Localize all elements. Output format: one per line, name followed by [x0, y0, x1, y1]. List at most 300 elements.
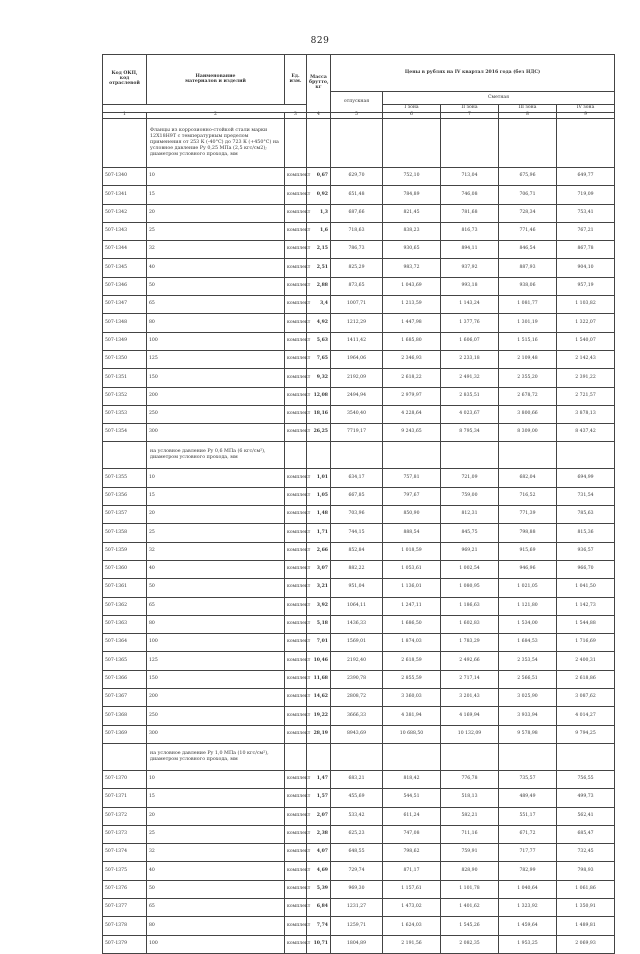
price-zone-4-cell: 785,63 — [557, 506, 615, 524]
price-zone-3-cell: 1 021,05 — [499, 579, 557, 597]
mass-cell: 0,67 — [307, 168, 331, 186]
price-zone-1-cell: 871,17 — [383, 862, 441, 880]
price-zone-2-cell: 1 002,54 — [441, 560, 499, 578]
price-zone-4-cell: 957,19 — [557, 277, 615, 295]
price-opt-cell: 3666,33 — [331, 707, 383, 725]
price-zone-2-cell: 1 401,62 — [441, 898, 499, 916]
mass-cell: 1,01 — [307, 469, 331, 487]
unit-cell: комплект — [285, 652, 307, 670]
mass-cell: 3,21 — [307, 579, 331, 597]
price-opt-cell: 718,63 — [331, 222, 383, 240]
okp-code-cell: 507-1360 — [103, 560, 147, 578]
price-zone-3-cell: 9 578,98 — [499, 725, 557, 743]
price-zone-4-cell: 4 014,27 — [557, 707, 615, 725]
price-zone-3-cell: 717,77 — [499, 844, 557, 862]
price-zone-3-cell: 2 353,54 — [499, 652, 557, 670]
price-opt-cell: 1231,27 — [331, 898, 383, 916]
table-row — [103, 917, 615, 935]
mass-cell: 26,25 — [307, 424, 331, 442]
mass-cell: 2,38 — [307, 825, 331, 843]
price-zone-2-cell: 993,18 — [441, 277, 499, 295]
price-zone-1-cell: 1 213,59 — [383, 296, 441, 314]
unit-cell: комплект — [285, 898, 307, 916]
mass-cell: 2,66 — [307, 542, 331, 560]
unit-cell: комплект — [285, 807, 307, 825]
price-zone-3-cell: 782,99 — [499, 862, 557, 880]
diameter-cell: 125 — [147, 350, 285, 368]
price-opt-cell: 3540,40 — [331, 405, 383, 423]
mass-cell: 3,4 — [307, 296, 331, 314]
okp-code-cell: 507-1376 — [103, 880, 147, 898]
okp-code-cell: 507-1371 — [103, 789, 147, 807]
diameter-cell: 65 — [147, 597, 285, 615]
section-header-row — [103, 119, 615, 168]
price-zone-4-cell: 1 322,07 — [557, 314, 615, 332]
table-row — [103, 898, 615, 916]
price-opt-cell: 1212,29 — [331, 314, 383, 332]
diameter-cell: 80 — [147, 615, 285, 633]
price-zone-4-cell: 731,54 — [557, 487, 615, 505]
table-row — [103, 259, 615, 277]
okp-code-cell: 507-1362 — [103, 597, 147, 615]
section-empty-cell — [557, 442, 615, 469]
price-zone-2-cell: 1 545,26 — [441, 917, 499, 935]
okp-code-cell: 507-1369 — [103, 725, 147, 743]
unit-cell: комплект — [285, 487, 307, 505]
diameter-cell: 150 — [147, 369, 285, 387]
col-num-1: 1 — [103, 113, 147, 119]
price-zone-3-cell: 706,71 — [499, 186, 557, 204]
price-zone-4-cell: 3 878,13 — [557, 405, 615, 423]
header-zone-4: IV зона — [557, 105, 615, 113]
unit-cell: комплект — [285, 560, 307, 578]
diameter-cell: 10 — [147, 770, 285, 788]
okp-code-cell: 507-1366 — [103, 670, 147, 688]
unit-cell: комплект — [285, 469, 307, 487]
section-header-row — [103, 442, 615, 469]
diameter-cell: 80 — [147, 314, 285, 332]
price-zone-4-cell: 815,36 — [557, 524, 615, 542]
table-row — [103, 652, 615, 670]
okp-code-cell: 507-1345 — [103, 259, 147, 277]
price-zone-1-cell: 1 874,03 — [383, 634, 441, 652]
price-zone-2-cell: 816,73 — [441, 222, 499, 240]
table-row — [103, 186, 615, 204]
price-zone-3-cell: 1 459,64 — [499, 917, 557, 935]
price-zone-4-cell: 767,21 — [557, 222, 615, 240]
price-zone-3-cell: 682,04 — [499, 469, 557, 487]
okp-code-cell: 507-1373 — [103, 825, 147, 843]
price-zone-2-cell: 845,75 — [441, 524, 499, 542]
price-zone-2-cell: 781,68 — [441, 204, 499, 222]
okp-code-cell: 507-1378 — [103, 917, 147, 935]
diameter-cell: 15 — [147, 186, 285, 204]
table-row — [103, 405, 615, 423]
okp-code-cell: 507-1364 — [103, 634, 147, 652]
okp-code-cell: 507-1344 — [103, 241, 147, 259]
table-row — [103, 579, 615, 597]
diameter-cell: 25 — [147, 524, 285, 542]
price-zone-2-cell: 746,08 — [441, 186, 499, 204]
unit-cell: комплект — [285, 296, 307, 314]
section-code-cell — [103, 442, 147, 469]
diameter-cell: 125 — [147, 652, 285, 670]
table-row — [103, 332, 615, 350]
diameter-cell: 32 — [147, 542, 285, 560]
col-num-8: 8 — [499, 113, 557, 119]
section-empty-cell — [383, 442, 441, 469]
price-zone-2-cell: 828,90 — [441, 862, 499, 880]
mass-cell: 1,05 — [307, 487, 331, 505]
mass-cell: 2,07 — [307, 807, 331, 825]
price-zone-4-cell: 2 142,43 — [557, 350, 615, 368]
okp-code-cell: 507-1347 — [103, 296, 147, 314]
header-name: Наименование материалов и изделий — [147, 55, 285, 105]
price-zone-4-cell: 8 437,42 — [557, 424, 615, 442]
price-zone-4-cell: 1 350,91 — [557, 898, 615, 916]
mass-cell: 10,46 — [307, 652, 331, 670]
unit-cell: комплект — [285, 241, 307, 259]
price-zone-2-cell: 937,92 — [441, 259, 499, 277]
price-zone-1-cell: 544,51 — [383, 789, 441, 807]
col-num-9: 9 — [557, 113, 615, 119]
price-opt-cell: 1064,11 — [331, 597, 383, 615]
diameter-cell: 100 — [147, 634, 285, 652]
unit-cell: комплект — [285, 506, 307, 524]
okp-code-cell: 507-1352 — [103, 387, 147, 405]
unit-cell: комплект — [285, 277, 307, 295]
section-code-cell — [103, 119, 147, 168]
section-empty-cell — [499, 119, 557, 168]
price-opt-cell: 2390,78 — [331, 670, 383, 688]
price-zone-2-cell: 812,31 — [441, 506, 499, 524]
price-zone-1-cell: 2 618,22 — [383, 369, 441, 387]
mass-cell: 5,63 — [307, 332, 331, 350]
table-row — [103, 296, 615, 314]
price-zone-2-cell: 2 491,32 — [441, 369, 499, 387]
mass-cell: 6,84 — [307, 898, 331, 916]
table-row — [103, 825, 615, 843]
col-num-6: 6 — [383, 113, 441, 119]
table-row — [103, 707, 615, 725]
diameter-cell: 65 — [147, 296, 285, 314]
price-zone-2-cell: 711,16 — [441, 825, 499, 843]
header-zone-2: II зона — [441, 105, 499, 113]
unit-cell: комплект — [285, 350, 307, 368]
price-opt-cell: 687,66 — [331, 204, 383, 222]
unit-cell: комплект — [285, 424, 307, 442]
section-empty-cell — [557, 743, 615, 770]
price-opt-cell: 1569,01 — [331, 634, 383, 652]
price-zone-4-cell: 719,09 — [557, 186, 615, 204]
price-zone-1-cell: 1 157,61 — [383, 880, 441, 898]
table-row — [103, 935, 615, 953]
section-empty-cell — [499, 743, 557, 770]
price-zone-3-cell: 1 684,53 — [499, 634, 557, 652]
unit-cell: комплект — [285, 597, 307, 615]
diameter-cell: 100 — [147, 332, 285, 350]
unit-cell: комплект — [285, 222, 307, 240]
price-zone-2-cell: 894,11 — [441, 241, 499, 259]
price-zone-2-cell: 1 186,63 — [441, 597, 499, 615]
unit-cell: комплект — [285, 579, 307, 597]
price-zone-4-cell: 685,47 — [557, 825, 615, 843]
col-num-4: 4 — [307, 113, 331, 119]
price-zone-1-cell: 1 473,02 — [383, 898, 441, 916]
price-table — [102, 54, 615, 954]
diameter-cell: 10 — [147, 168, 285, 186]
diameter-cell: 32 — [147, 844, 285, 862]
price-zone-4-cell: 1 103,82 — [557, 296, 615, 314]
price-zone-3-cell: 771,46 — [499, 222, 557, 240]
section-empty-cell — [441, 119, 499, 168]
diameter-cell: 200 — [147, 689, 285, 707]
price-zone-4-cell: 936,57 — [557, 542, 615, 560]
price-zone-3-cell: 1 040,64 — [499, 880, 557, 898]
price-zone-3-cell: 1 081,77 — [499, 296, 557, 314]
price-zone-3-cell: 2 566,51 — [499, 670, 557, 688]
unit-cell: комплект — [285, 615, 307, 633]
mass-cell: 1,3 — [307, 204, 331, 222]
section-empty-cell — [331, 442, 383, 469]
unit-cell: комплект — [285, 770, 307, 788]
price-opt-cell: 629,70 — [331, 168, 383, 186]
price-opt-cell: 651,48 — [331, 186, 383, 204]
price-zone-2-cell: 1 602,83 — [441, 615, 499, 633]
price-opt-cell: 852,84 — [331, 542, 383, 560]
mass-cell: 3,07 — [307, 560, 331, 578]
okp-code-cell: 507-1342 — [103, 204, 147, 222]
price-zone-2-cell: 1 143,24 — [441, 296, 499, 314]
price-opt-cell: 2494,94 — [331, 387, 383, 405]
price-opt-cell: 825,29 — [331, 259, 383, 277]
price-opt-cell: 703,96 — [331, 506, 383, 524]
section-empty-cell — [331, 119, 383, 168]
price-opt-cell: 667,85 — [331, 487, 383, 505]
price-zone-2-cell: 2 717,14 — [441, 670, 499, 688]
price-zone-4-cell: 562,41 — [557, 807, 615, 825]
okp-code-cell: 507-1368 — [103, 707, 147, 725]
price-zone-1-cell: 9 243,65 — [383, 424, 441, 442]
section-empty-cell — [331, 743, 383, 770]
okp-code-cell: 507-1354 — [103, 424, 147, 442]
price-opt-cell: 1804,89 — [331, 935, 383, 953]
header-price-title: Цены в рублях на IV квартал 2016 года (без НДС) — [331, 55, 615, 92]
unit-cell: комплект — [285, 332, 307, 350]
diameter-cell: 15 — [147, 487, 285, 505]
diameter-cell: 25 — [147, 825, 285, 843]
price-zone-3-cell: 1 953,25 — [499, 935, 557, 953]
price-opt-cell: 634,17 — [331, 469, 383, 487]
diameter-cell: 32 — [147, 241, 285, 259]
okp-code-cell: 507-1341 — [103, 186, 147, 204]
price-zone-2-cell: 518,13 — [441, 789, 499, 807]
price-zone-4-cell: 1 540,07 — [557, 332, 615, 350]
price-zone-2-cell: 1 783,29 — [441, 634, 499, 652]
price-opt-cell: 882,22 — [331, 560, 383, 578]
diameter-cell: 80 — [147, 917, 285, 935]
price-zone-2-cell: 2 492,66 — [441, 652, 499, 670]
mass-cell: 1,57 — [307, 789, 331, 807]
col-num-5: 5 — [331, 113, 383, 119]
price-zone-3-cell: 728,34 — [499, 204, 557, 222]
price-zone-3-cell: 3 800,66 — [499, 405, 557, 423]
section-code-cell — [103, 743, 147, 770]
okp-code-cell: 507-1348 — [103, 314, 147, 332]
table-row — [103, 770, 615, 788]
header-mass: Масса брутто, кг — [307, 55, 331, 113]
unit-cell: комплект — [285, 789, 307, 807]
diameter-cell: 15 — [147, 789, 285, 807]
mass-cell: 4,92 — [307, 314, 331, 332]
okp-code-cell: 507-1356 — [103, 487, 147, 505]
table-row — [103, 542, 615, 560]
diameter-cell: 25 — [147, 222, 285, 240]
okp-code-cell: 507-1374 — [103, 844, 147, 862]
price-zone-3-cell: 771,39 — [499, 506, 557, 524]
mass-cell: 0,92 — [307, 186, 331, 204]
price-zone-3-cell: 735,57 — [499, 770, 557, 788]
price-zone-2-cell: 3 201,43 — [441, 689, 499, 707]
price-zone-4-cell: 2 069,93 — [557, 935, 615, 953]
table-row — [103, 725, 615, 743]
price-zone-1-cell: 2 346,93 — [383, 350, 441, 368]
price-zone-2-cell: 969,21 — [441, 542, 499, 560]
price-zone-3-cell: 1 515,16 — [499, 332, 557, 350]
section-empty-cell — [383, 743, 441, 770]
price-zone-4-cell: 1 489,81 — [557, 917, 615, 935]
price-zone-1-cell: 888,54 — [383, 524, 441, 542]
price-zone-1-cell: 818,42 — [383, 770, 441, 788]
price-zone-1-cell: 757,81 — [383, 469, 441, 487]
table-row — [103, 469, 615, 487]
okp-code-cell: 507-1361 — [103, 579, 147, 597]
price-zone-4-cell: 2 400,31 — [557, 652, 615, 670]
price-zone-2-cell: 1 080,95 — [441, 579, 499, 597]
price-zone-3-cell: 2 355,20 — [499, 369, 557, 387]
price-zone-3-cell: 551,17 — [499, 807, 557, 825]
price-zone-3-cell: 1 534,00 — [499, 615, 557, 633]
price-zone-4-cell: 1 041,50 — [557, 579, 615, 597]
price-zone-3-cell: 1 121,80 — [499, 597, 557, 615]
price-opt-cell: 729,74 — [331, 862, 383, 880]
price-opt-cell: 1007,71 — [331, 296, 383, 314]
diameter-cell: 50 — [147, 880, 285, 898]
price-opt-cell: 744,15 — [331, 524, 383, 542]
price-zone-2-cell: 2 233,18 — [441, 350, 499, 368]
header-unit: Ед. изм. — [285, 55, 307, 105]
unit-cell: комплект — [285, 634, 307, 652]
price-zone-1-cell: 798,62 — [383, 844, 441, 862]
table-row — [103, 634, 615, 652]
price-zone-4-cell: 1 716,69 — [557, 634, 615, 652]
mass-cell: 28,19 — [307, 725, 331, 743]
unit-cell: комплект — [285, 935, 307, 953]
mass-cell: 4,69 — [307, 862, 331, 880]
price-opt-cell: 625,23 — [331, 825, 383, 843]
table-row — [103, 506, 615, 524]
okp-code-cell: 507-1372 — [103, 807, 147, 825]
price-zone-4-cell: 649,77 — [557, 168, 615, 186]
price-zone-3-cell: 716,52 — [499, 487, 557, 505]
price-zone-1-cell: 1 043,69 — [383, 277, 441, 295]
mass-cell: 1,6 — [307, 222, 331, 240]
unit-cell: комплект — [285, 204, 307, 222]
header-zone-3: III зона — [499, 105, 557, 113]
mass-cell: 9,32 — [307, 369, 331, 387]
okp-code-cell: 507-1357 — [103, 506, 147, 524]
price-zone-4-cell: 9 794,25 — [557, 725, 615, 743]
price-zone-4-cell: 753,41 — [557, 204, 615, 222]
price-opt-cell: 1964,06 — [331, 350, 383, 368]
price-zone-3-cell: 675,96 — [499, 168, 557, 186]
section-empty-cell — [441, 743, 499, 770]
mass-cell: 1,48 — [307, 506, 331, 524]
mass-cell: 7,01 — [307, 634, 331, 652]
price-zone-3-cell: 798,88 — [499, 524, 557, 542]
price-zone-1-cell: 752,10 — [383, 168, 441, 186]
diameter-cell: 20 — [147, 506, 285, 524]
price-opt-cell: 8943,69 — [331, 725, 383, 743]
price-zone-2-cell: 582,21 — [441, 807, 499, 825]
table-row — [103, 789, 615, 807]
price-zone-4-cell: 904,10 — [557, 259, 615, 277]
col-num-7: 7 — [441, 113, 499, 119]
table-row — [103, 524, 615, 542]
price-zone-2-cell: 8 795,34 — [441, 424, 499, 442]
price-zone-1-cell: 611,24 — [383, 807, 441, 825]
okp-code-cell: 507-1363 — [103, 615, 147, 633]
mass-cell: 18,16 — [307, 405, 331, 423]
price-zone-4-cell: 756,55 — [557, 770, 615, 788]
okp-code-cell: 507-1350 — [103, 350, 147, 368]
diameter-cell: 250 — [147, 405, 285, 423]
price-zone-1-cell: 1 624,03 — [383, 917, 441, 935]
price-opt-cell: 1436,33 — [331, 615, 383, 633]
table-row — [103, 670, 615, 688]
table-row — [103, 204, 615, 222]
mass-cell: 5,18 — [307, 615, 331, 633]
price-opt-cell: 873,65 — [331, 277, 383, 295]
col-num-3: 3 — [285, 113, 307, 119]
okp-code-cell: 507-1367 — [103, 689, 147, 707]
table-row — [103, 560, 615, 578]
unit-cell: комплект — [285, 524, 307, 542]
diameter-cell: 40 — [147, 560, 285, 578]
unit-cell: комплект — [285, 369, 307, 387]
diameter-cell: 20 — [147, 204, 285, 222]
page-number: 829 — [310, 36, 330, 46]
unit-cell: комплект — [285, 670, 307, 688]
table-row — [103, 350, 615, 368]
unit-cell: комплект — [285, 405, 307, 423]
okp-code-cell: 507-1355 — [103, 469, 147, 487]
diameter-cell: 50 — [147, 277, 285, 295]
price-opt-cell: 7719,17 — [331, 424, 383, 442]
price-zone-4-cell: 1 544,88 — [557, 615, 615, 633]
price-zone-3-cell: 8 309,00 — [499, 424, 557, 442]
price-zone-3-cell: 938,06 — [499, 277, 557, 295]
price-zone-1-cell: 2 855,59 — [383, 670, 441, 688]
price-zone-1-cell: 4 228,64 — [383, 405, 441, 423]
table-row — [103, 615, 615, 633]
section-empty-cell — [441, 442, 499, 469]
table-row — [103, 369, 615, 387]
price-zone-4-cell: 3 087,62 — [557, 689, 615, 707]
unit-cell: комплект — [285, 725, 307, 743]
price-zone-4-cell: 499,73 — [557, 789, 615, 807]
price-zone-1-cell: 1 685,80 — [383, 332, 441, 350]
